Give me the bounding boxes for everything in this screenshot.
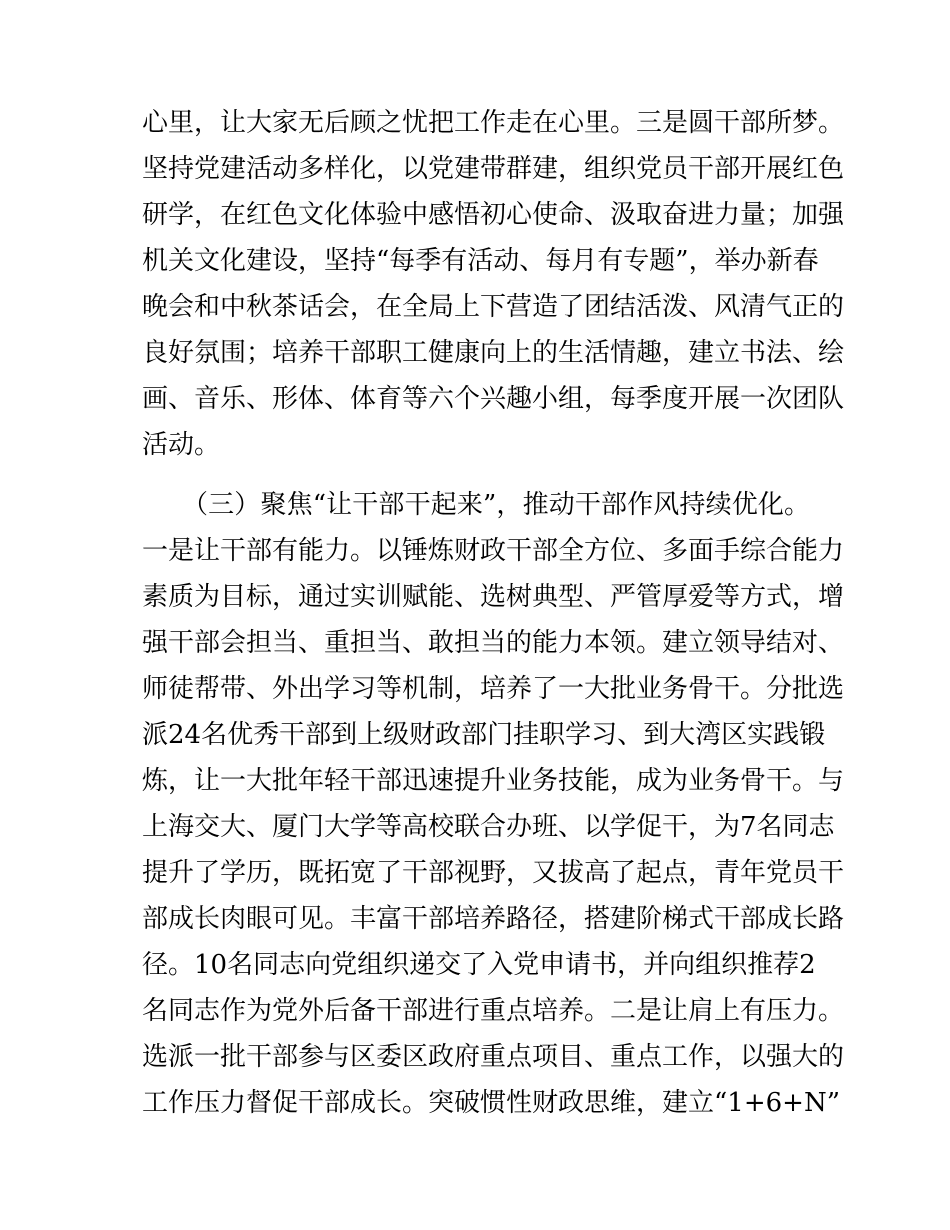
document-body	[142, 100, 845, 1126]
section-heading-line: （三）聚焦“让干部干起来”，推动干部作风持续优化。	[182, 490, 810, 520]
text-line: 工作压力督促干部成长。突破惯性财政思维，建立“1+6+N”	[142, 1088, 840, 1118]
paragraph-spacer	[142, 468, 810, 482]
text-line: 研学，在红色文化体验中感悟初心使命、汲取奋进力量；加强	[142, 200, 845, 230]
text-line: 上海交大、厦门大学等高校联合办班、以学促干，为7名同志	[142, 812, 835, 842]
paragraph-1	[142, 100, 845, 468]
text-line: 派24名优秀干部到上级财政部门挂职学习、到大湾区实践锻	[142, 720, 826, 750]
text-line: 晚会和中秋茶话会，在全局上下营造了团结活泼、风清气正的	[142, 292, 845, 322]
text-line: 心里，让大家无后顾之忧把工作走在心里。三是圆干部所梦。	[142, 108, 845, 138]
text-line: 提升了学历，既拓宽了干部视野，又拔高了起点，青年党员干	[142, 858, 845, 888]
text-line: 画、音乐、形体、体育等六个兴趣小组，每季度开展一次团队	[142, 384, 845, 414]
text-line: 炼，让一大批年轻干部迅速提升业务技能，成为业务骨干。与	[142, 766, 845, 796]
text-line: 活动。	[142, 430, 221, 460]
text-line: 坚持党建活动多样化，以党建带群建，组织党员干部开展红色	[142, 154, 845, 184]
text-line: 强干部会担当、重担当、敢担当的能力本领。建立领导结对、	[142, 628, 845, 658]
paragraph-2	[142, 482, 845, 1126]
text-line: 良好氛围；培养干部职工健康向上的生活情趣，建立书法、绘	[142, 338, 845, 368]
text-line: 一是让干部有能力。以锤炼财政干部全方位、多面手综合能力	[142, 536, 845, 566]
text-line: 部成长肉眼可见。丰富干部培养路径，搭建阶梯式干部成长路	[142, 904, 845, 934]
text-line: 素质为目标，通过实训赋能、选树典型、严管厚爱等方式，增	[142, 582, 845, 612]
text-line: 师徒帮带、外出学习等机制，培养了一大批业务骨干。分批选	[142, 674, 845, 704]
text-line: 机关文化建设，坚持“每季有活动、每月有专题”，举办新春	[142, 246, 819, 276]
text-line: 名同志作为党外后备干部进行重点培养。二是让肩上有压力。	[142, 996, 845, 1026]
text-line: 径。10名同志向党组织递交了入党申请书，并向组织推荐2	[142, 950, 816, 980]
text-line: 选派一批干部参与区委区政府重点项目、重点工作，以强大的	[142, 1042, 845, 1072]
